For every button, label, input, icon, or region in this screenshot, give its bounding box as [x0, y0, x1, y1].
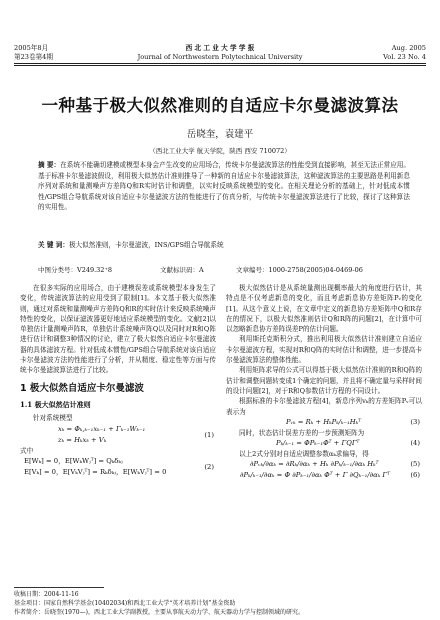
- abstract: [38, 160, 410, 213]
- equation-3-text: Pᵥₖ = Rₖ + HₖPₖ/ₖ₋₁Hₖᵀ: [286, 417, 362, 426]
- where-label: 式中: [20, 446, 34, 455]
- equation-2b: [20, 462, 216, 478]
- abstract-text: 在系统不能确切建模或模型本身会产生改变的应用场合，传统卡尔曼滤波算法的性能受到直接影响，甚至无法正常应用。基于标准卡尔曼滤波假设，利用极大似然估计准则推导了一种新的自适应卡尔曼滤波算法，这种滤波算法的主要思路是利用新息序列对系统和量测噪声方差阵Q和R实时估计和调整，以实时反映系统模型的变化。在相关理论分析的基础上，针对低成本惯性/GPS组合导航系统对该自适应卡尔曼滤波方法的性能进行了仿真分析，与传统卡尔曼滤波算法进行了比较，探讨了这种算法的实用性。: [38, 161, 410, 212]
- footnote: [14, 590, 426, 617]
- equation-3-number: (3): [410, 417, 420, 426]
- right-paragraph-4: 根据标准的卡尔曼滤波方程[4]，新息序列vₖ的方差矩阵Pᵥ可以表示为: [226, 397, 422, 416]
- footnote-rule: [14, 587, 104, 588]
- affiliation: （西北工业大学 航天学院，陕西 西安 710072）: [149, 147, 291, 155]
- keywords-text: 极大似然准则，卡尔曼滤波，INS/GPS组合导航系统: [68, 241, 224, 249]
- article-id: 文章编号：1000-2758(2005)04-0469-06: [236, 266, 363, 274]
- equation-5: [226, 459, 422, 470]
- right-paragraph-5: 同时，状态估计误差方差的一步预测矩阵为: [239, 428, 365, 437]
- equation-5-number: (5): [410, 460, 420, 469]
- keywords: [38, 240, 410, 250]
- doc-code: 文献标识码：A: [160, 266, 204, 274]
- right-paragraph-2: 利用斯托克斯积分式，推出利用极大似然估计准则建立自适应卡尔曼滤波方程，实现对R和Q阵的实时估计和调整，进一步提高卡尔曼滤波算法的整体性能。: [226, 335, 422, 365]
- authors: 岳晓奎，袁建平: [186, 129, 254, 140]
- equation-4: [226, 438, 422, 449]
- right-paragraph-3: 利用矩阵求导的公式可以得基于极大似然估计准则的R和Q阵的估计和调整问题转变成1个确定的问题，并且将不确定量与采样时间的设计问题[2]，对于R和Q参数估计方程的不同设计。: [226, 366, 422, 395]
- equation-4-text: Pₖ/ₖ₋₁ = ΦPₖ₋₁Φᵀ + ΓQΓᵀ: [276, 439, 360, 448]
- equation-6-number: (6): [410, 471, 420, 480]
- clc-number: 中图分类号：V249.32⁺8: [38, 266, 113, 274]
- keywords-label: 关 键 词：: [38, 241, 69, 249]
- equation-1a: [20, 424, 216, 435]
- header-rule-2: [14, 65, 426, 66]
- header-volume-en: Vol. 23 No. 4: [383, 53, 426, 61]
- header-date: 2005年8月: [14, 44, 49, 52]
- left-column: [20, 283, 216, 478]
- equation-1-number: (1): [204, 430, 214, 439]
- footnote-received: 收稿日期：2004-11-16: [14, 591, 79, 598]
- equation-2-number: (2): [204, 462, 214, 471]
- right-paragraph-1: 极大似然估计是从系统量测出现概率最大的角度进行估计，其特点是不仅考虑新息的变化，而且考虑新息协方差矩阵Pᵥ的变化[1]。从这个意义上说，在文章中定义的新息协方差矩阵中Q和R存在的情况下，以极大似然准则估计Q和R阵的问题[2]，在计算中可以忽略新息协方差阵误差P的估计问题。: [226, 284, 422, 334]
- equation-6-text: ∂Pₖ/ₖ₋₁/∂αₖ = Φ ∂Pₖ₋₁/∂αₖ Φᵀ + Γ ∂Qₖ₋₁/∂αₖ Γᵀ: [240, 471, 390, 480]
- equation-2b-text: E[Vₖ] = 0，E[VₖVⱼᵀ] = Rₖδₖⱼ，E[WₖVⱼᵀ] = 0: [24, 467, 167, 476]
- system-model-label: 针对系统模型: [33, 414, 73, 423]
- equation-1b: [20, 430, 216, 446]
- equation-1b-text: zₖ = Hₖxₖ + Vₖ: [58, 435, 107, 444]
- header-date-en: Aug. 2005: [391, 44, 426, 52]
- right-column: [226, 283, 422, 481]
- equation-3: [226, 417, 422, 428]
- intro-paragraph: 在很多实际的应用场合，由于建模误差或系统模型本身发生了变化，传统滤波算法的应用受到了限制[1]。本文基于极大似然准则，通过对系统和量测噪声方差阵Q和R的实时估计来反映系统噪声特性的变化，以保证滤波器更好地适应系统模型的变化。文献[2]以单独估计量测噪声阵R，单独估计系统噪声阵Q以及同时对R和Q阵进行估计和调整3种情况的讨论，建立了极大似然自适应卡尔曼滤波器的具体滤波方程。针对低成本惯性/GPS组合导航系统对该自适应卡尔曼滤波方法的性能进行了分析，并从精度、稳定性等方面与传统卡尔曼滤波算法进行了比较。: [20, 284, 216, 375]
- paper-title: 一种基于极大似然准则的自适应卡尔曼滤波算法: [41, 96, 399, 115]
- right-paragraph-6: 以上2式分别对自适应调整参数αₖ求偏导，得: [239, 450, 369, 459]
- subsection-heading-1-1: 1.1 极大似然估计准则: [20, 399, 91, 409]
- equation-4-number: (4): [410, 439, 420, 448]
- header-rule: [14, 63, 426, 64]
- equation-1a-text: xₖ = Φₖ,ₖ₋₁xₖ₋₁ + Γₖ₋₁Wₖ₋₁: [58, 424, 146, 433]
- equation-5-text: ∂Pᵥₖ/∂αₖ = ∂Rₖ/∂αₖ + Hₖ ∂Pₖ/ₖ₋₁/∂αₖ Hₖᵀ: [250, 460, 379, 469]
- equation-6: [226, 470, 422, 481]
- section-heading-1: 1 极大似然自适应卡尔曼滤波: [20, 382, 144, 394]
- journal-name-en: Journal of Northwestern Polytechnical University: [137, 53, 303, 61]
- footnote-author: 作者简介：岳晓奎(1970—)，西北工业大学副教授，主要从事航天动力学、航天器动力学与控制领域的研究。: [14, 609, 304, 616]
- equation-2a: [20, 456, 216, 467]
- header-volume: 第23卷第4期: [14, 53, 53, 61]
- equation-2a-text: E[Wₖ] = 0，E[WₖWⱼᵀ] = Qₖδₖⱼ: [24, 456, 123, 465]
- journal-name-cn: 西 北 工 业 大 学 学 报: [185, 44, 255, 52]
- footnote-fund: 基金项目：国家自然科学基金(10402034)和西北工业大学“英才培养计划”基金资助: [14, 600, 236, 607]
- abstract-label: 摘 要：: [38, 161, 61, 169]
